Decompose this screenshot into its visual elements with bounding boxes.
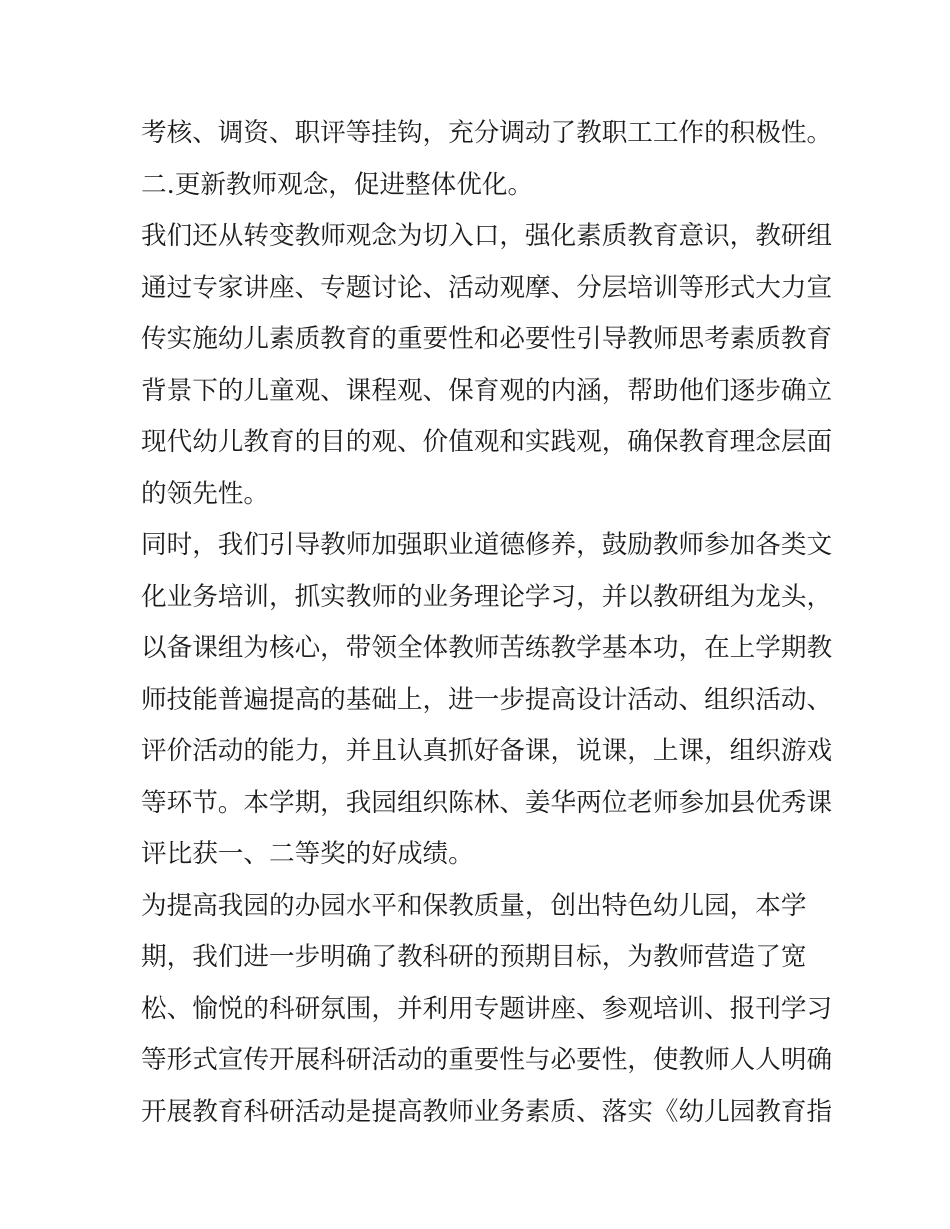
text-line: 等形式宣传开展科研活动的重要性与必要性，使教师人人明确	[141, 1045, 833, 1075]
text-line: 同时，我们引导教师加强职业道德修养，鼓励教师参加各类文	[141, 530, 833, 560]
text-line: 松、愉悦的科研氛围，并利用专题讲座、参观培训、报刊学习	[141, 993, 833, 1024]
section-heading: 二.更新教师观念，促进整体优化。	[141, 169, 534, 200]
text-line: 等环节。本学期，我园组织陈林、姜华两位老师参加县优秀课	[141, 787, 833, 818]
text-line: 评价活动的能力，并且认真抓好备课，说课，上课，组织游戏	[141, 736, 833, 766]
text-line: 的领先性。	[141, 478, 269, 509]
text-line: 我们还从转变教师观念为切入口，强化素质教育意识，教研组	[141, 221, 833, 251]
text-line: 以备课组为核心，带领全体教师苦练教学基本功，在上学期教	[141, 633, 833, 663]
text-line: 期，我们进一步明确了教科研的预期目标，为教师营造了宽	[141, 942, 807, 972]
text-line: 评比获一、二等奖的好成绩。	[141, 839, 474, 869]
text-line: 通过专家讲座、专题讨论、活动观摩、分层培训等形式大力宣	[141, 272, 833, 303]
text-line: 传实施幼儿素质教育的重要性和必要性引导教师思考素质教育	[141, 324, 833, 354]
text-line: 化业务培训，抓实教师的业务理论学习，并以教研组为龙头，	[141, 581, 833, 612]
text-line: 师技能普遍提高的基础上，进一步提高设计活动、组织活动、	[141, 684, 833, 715]
text-line: 开展教育科研活动是提高教师业务素质、落实《幼儿园教育指	[141, 1096, 833, 1127]
text-line: 背景下的儿童观、课程观、保育观的内涵，帮助他们逐步确立	[141, 375, 833, 406]
document-body	[141, 108, 833, 1138]
text-line: 为提高我园的办园水平和保教质量，创出特色幼儿园，本学	[141, 890, 807, 921]
text-line: 现代幼儿教育的目的观、价值观和实践观，确保教育理念层面	[141, 427, 833, 457]
text-line: 考核、调资、职评等挂钩，充分调动了教职工工作的积极性。	[141, 118, 833, 148]
